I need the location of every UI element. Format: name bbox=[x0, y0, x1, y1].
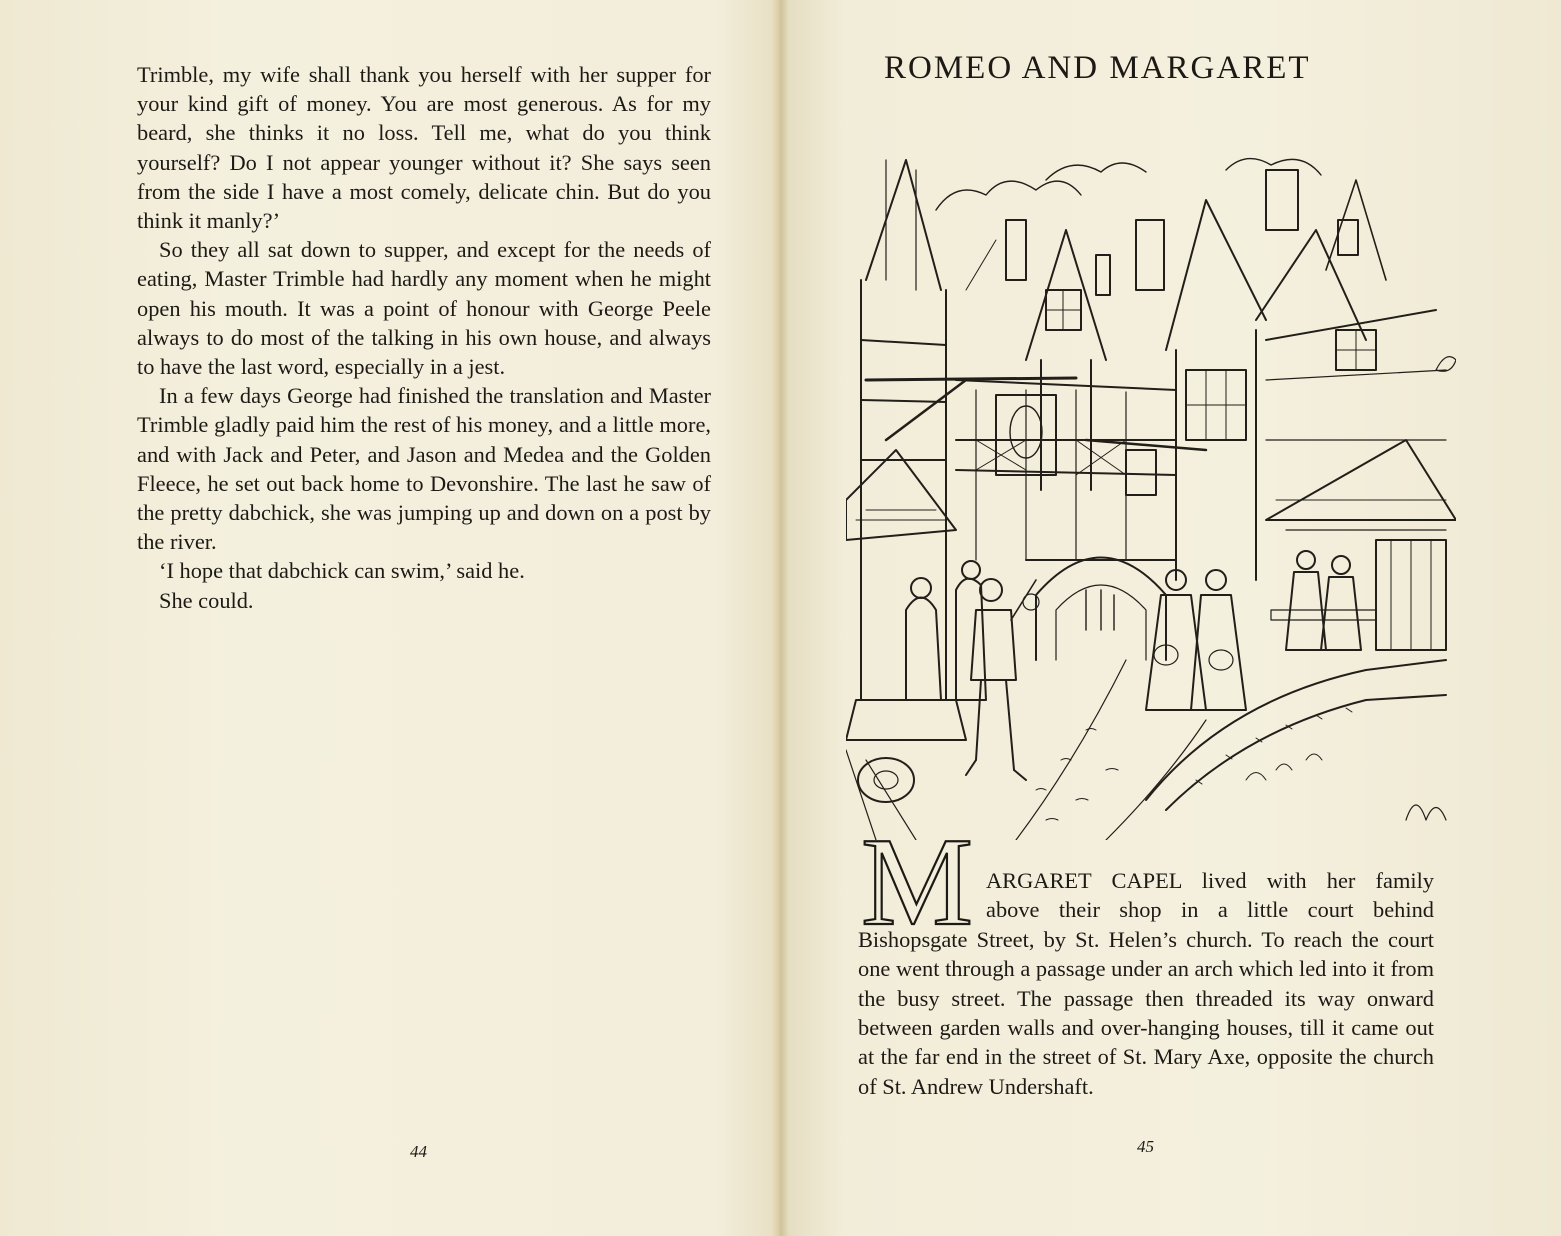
chapter-title: ROMEO AND MARGARET bbox=[884, 50, 1311, 86]
page-number-right: 45 bbox=[1137, 1137, 1154, 1156]
street-scene-illustration bbox=[846, 140, 1456, 840]
opening-line: ARGARET CAPEL lived with her family bbox=[986, 868, 1434, 893]
paragraph: Bishopsgate Street, by St. Helen’s church. To reach the court one went through a passage under an arch which led into it from the busy street. The passage then threaded its way onward between garden walls and over-hanging houses, till it came out at the far end in the street of St. Mary Axe, opposite the church of St. Andrew Undershaft. bbox=[858, 926, 1434, 1099]
paragraph: In a few days George had finished the translation and Master Trimble gladly paid him the rest of his money, and a little more, and with Jack and Peter, and Jason and Medea and the Golden Fleece, he set out back home to Devonshire. The last he saw of the pretty dabchick, she was jumping up and down on a post by the river. bbox=[137, 383, 711, 555]
right-page-text bbox=[858, 866, 1434, 1101]
paragraph: ‘I hope that dabchick can swim,’ said he. bbox=[159, 558, 525, 584]
paragraph: So they all sat down to supper, and except for the needs of eating, Master Trimble had hardly any moment when he might open his mouth. It was a point of honour with George Peele always to do most of the talking in his own house, and always to have the last word, especially in a jest. bbox=[137, 237, 711, 380]
paragraph: Trimble, my wife shall thank you herself with her supper for your kind gift of money. You are most generous. As for my beard, she thinks it no loss. Tell me, what do you think yourself? Do I not appear younger without it? She says seen from the side I have a most comely, delicate chin. But do you think it manly?’ bbox=[137, 62, 711, 234]
drop-cap-glyph: M bbox=[860, 824, 974, 928]
page-number-left: 44 bbox=[410, 1142, 427, 1161]
book-gutter bbox=[772, 0, 788, 1236]
paragraph: She could. bbox=[159, 587, 254, 613]
left-page-text bbox=[137, 60, 711, 615]
left-page bbox=[0, 0, 778, 1236]
opening-line: above their shop in a little court behind bbox=[986, 897, 1434, 923]
